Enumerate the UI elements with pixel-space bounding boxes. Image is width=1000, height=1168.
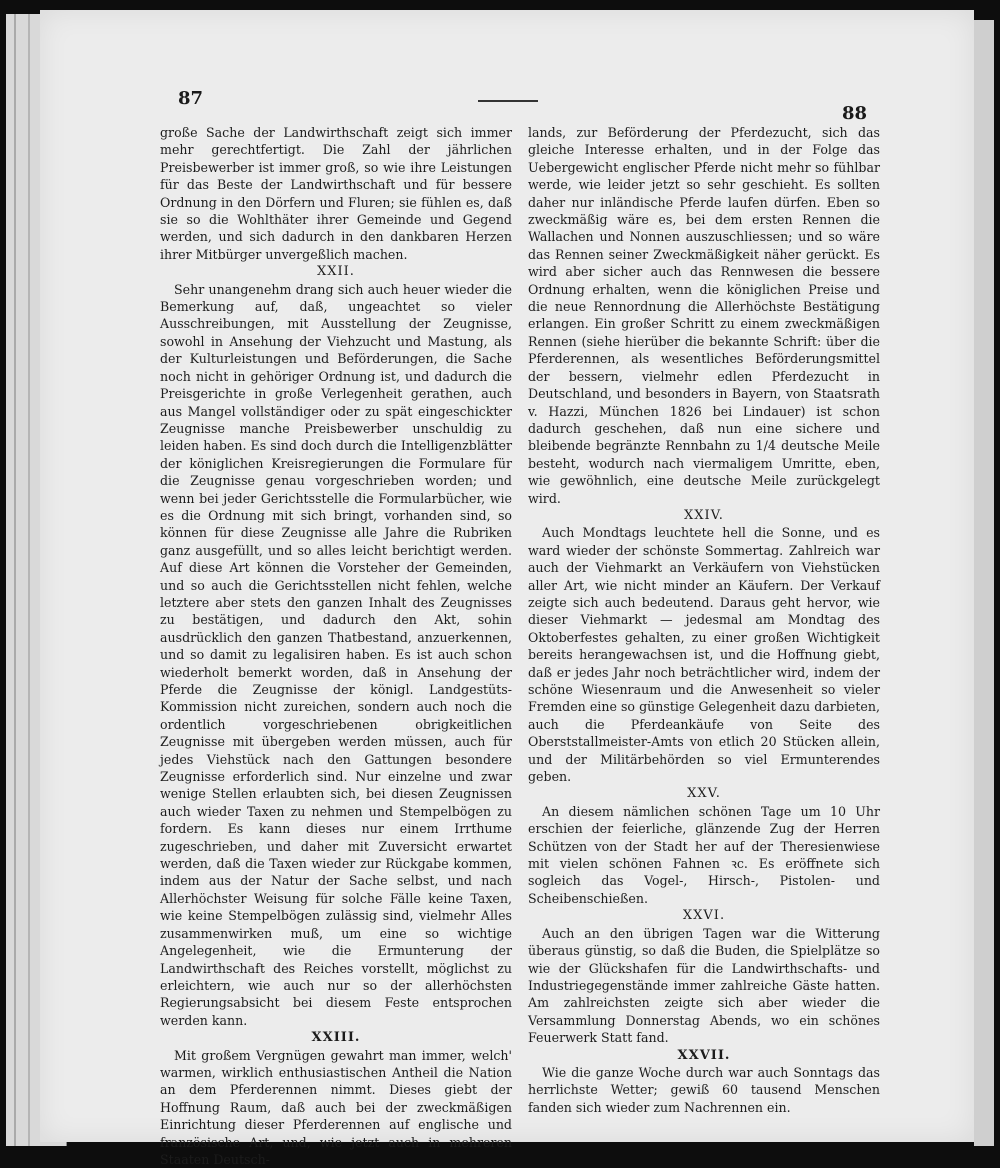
right-column: [528, 124, 880, 1116]
paragraph: Wie die ganze Woche durch war auch Sonntags das herrlichste Wetter; gewiß 60 tausend Menschen fanden sich wieder zum Nachrennen ein.: [528, 1064, 880, 1115]
section-heading-xxii: XXII.: [317, 264, 355, 280]
paragraph: Mit großem Vergnügen gewahrt man immer, welch' warmen, wirklich enthusiastischen Antheil die Nation an dem Pferderennen nimmt. Dieses giebt der Hoffnung Raum, daß auch bei der zweckmäßigen Einrichtung dieser Pferderennen auf englische und französische Art, und, wie jetzt auch in mehreren Staaten Deutsch-: [160, 1047, 512, 1167]
paragraph: Auch Mondtags leuchtete hell die Sonne, und es ward wieder der schönste Sommertag. Zahlreich war auch der Viehmarkt an Verkäufern von Viehstücken aller Art, wie nicht minder an Käufern. Der Verkauf zeigte sich auch bedeutend. Daraus geht hervor, wie dieser Viehmarkt — jedesmal am Mondtag des Oktoberfestes gehalten, zu einer großen Wichtigkeit bereits herangewachsen ist, und die Hoffnung giebt, daß er jedes Jahr noch beträchtlicher wird, indem der schöne Wiesenraum und die Anwesenheit so vieler Fremden eine so günstige Gelegenheit dazu darbieten, auch die Pferdeankäufe von Seite des Oberststallmeister-Amts von etlich 20 Stücken allein, und der Militärbehörden so viel Ermunterendes geben.: [528, 525, 880, 785]
paragraph: große Sache der Landwirthschaft zeigt sich immer mehr gerechtfertigt. Die Zahl der jährlichen Preisbewerber ist immer groß, so wie ihre Leistungen für das Beste der Landwirthschaft und für bessere Ordnung in den Dörfern und Fluren; sie fühlen es, daß sie so die Wohlthäter ihrer Gemeinde und Gegend werden, und sich dadurch in den dankbaren Herzen ihrer Mitbürger unvergeßlich machen.: [160, 125, 512, 262]
page-right-edge: [974, 20, 994, 1146]
paragraph: Auch an den übrigen Tagen war die Witterung überaus günstig, so daß die Buden, die Spielplätze so wie der Glückshafen für die Landwirthschafts- und Industriegegenstände immer zahlreiche Gäste hatten. Am zahlreichsten zeigte sich aber wieder die Versammlung Donnerstag Abends, wo ein schönes Feuerwerk Statt fand.: [528, 925, 880, 1046]
page-number-right: 88: [842, 103, 868, 124]
paragraph: An diesem nämlichen schönen Tage um 10 Uhr erschien der feierliche, glänzende Zug der Herren Schützen von der Stadt her auf der Theresienwiese mit vielen schönen Fahnen ꝛc. Es eröffnete sich sogleich das Vogel-, Hirsch-, Pistolen- und Scheibenschießen.: [528, 803, 880, 906]
paragraph: lands, zur Beförderung der Pferdezucht, sich das gleiche Interesse erhalten, und in der Folge das Uebergewicht englischer Pferde nicht mehr so fühlbar werde, wie leider jetzt so sehr geschieht. Es sollten daher nur inländische Pferde laufen dürfen. Eben so zweckmäßig wäre es, bei dem ersten Rennen die Wallachen und Nonnen auszuschliessen; und so wäre das Rennen seiner Zweckmäßigkeit näher gerückt. Es wird aber sicher auch das Rennwesen die bessere Ordnung erhalten, wenn die königlichen Preise und die neue Rennordnung die Allerhöchste Bestätigung erlangen. Ein großer Schritt zu einem zweckmäßigen Rennen (siehe hierüber die bekannte Schrift: über die Pferderennen, als wesentliches Beförderungsmittel der bessern, vielmehr edlen Pferdezucht in Deutschland, und besonders in Bayern, von Staatsrath v. Hazzi, München 1826 bei Lindauer) ist schon dadurch geschehen, daß nun eine sichere und bleibende begränzte Rennbahn zu 1/4 deutsche Meile besteht, wodurch nach viermaligem Umritte, eben, wie gewöhnlich, eine deutsche Meile zurückgelegt wird.: [528, 125, 880, 506]
paragraph: Sehr unangenehm drang sich auch heuer wieder die Bemerkung auf, daß, ungeachtet so vieler Ausschreibungen, mit Ausstellung der Zeugnisse, sowohl in Ansehung der Viehzucht und Mastung, als der Kulturleistungen und Beförderungen, die Sache noch nicht in gehöriger Ordnung ist, und dadurch die Preisgerichte in große Verlegenheit gerathen, auch aus Mangel vollständiger oder zu spät eingeschickter Zeugnisse manche Preisbewerber unschuldig zu leiden haben. Es sind doch durch die Intelligenzblätter der königlichen Kreisregierungen die Formulare für die Zeugnisse genau vorgeschrieben worden; und wenn bei jeder Gerichtsstelle die Formularbücher, wie es die Ordnung mit sich bringt, vorhanden sind, so können für diese Zeugnisse alle Jahre die Rubriken ganz ausgefüllt, und so alles leicht berichtigt werden. Auf diese Art können die Vorsteher der Gemeinden, und so auch die Gerichtsstellen nicht fehlen, welche letztere aber stets den ganzen Inhalt des Zeugnisses zu bestätigen, und dadurch den Akt, sohin ausdrücklich den ganzen Thatbestand, anzuerkennen, und so damit zu legalisiren haben. Es ist auch schon wiederholt bemerkt worden, daß in Ansehung der Pferde die Zeugnisse der königl. Landgestüts-Kommission nicht zureichen, sondern auch noch die ordentlich vorgeschriebenen obrigkeitlichen Zeugnisse mit übergeben werden müssen, auch für jedes Viehstück nach den Gattungen besondere Zeugnisse erforderlich sind. Nur einzelne und zwar wenige Stellen erlaubten sich, bei diesen Zeugnissen auch wieder Taxen zu nehmen und Stempelbögen zu fordern. Es kann dieses nur einem Irrthume zugeschrieben, und daher mit Zuversicht erwartet werden, daß die Taxen wieder zur Rückgabe kommen, indem aus der Natur der Sache selbst, und nach Allerhöchster Weisung für solche Fälle keine Taxen, wie keine Stempelbögen zulässig sind, vielmehr Alles zusammenwirken muß, um eine so wichtige Angelegenheit, wie die Ermunterung der Landwirthschaft des Reiches vorstellt, möglichst zu erleichtern, wie auch nur so der allerhöchsten Regierungsabsicht bei diesem Feste entsprochen werden kann.: [160, 281, 512, 1028]
page-number-left: 87: [178, 88, 204, 109]
section-heading-xxvi: XXVI.: [682, 908, 726, 924]
section-heading-xxiii: XXIII.: [311, 1030, 361, 1046]
header-rule: [478, 100, 538, 102]
section-heading-xxvii: XXVII.: [677, 1047, 731, 1063]
left-column: [160, 124, 512, 1168]
section-heading-xxv: XXV.: [687, 786, 721, 802]
section-heading-xxiv: XXIV.: [684, 507, 724, 523]
